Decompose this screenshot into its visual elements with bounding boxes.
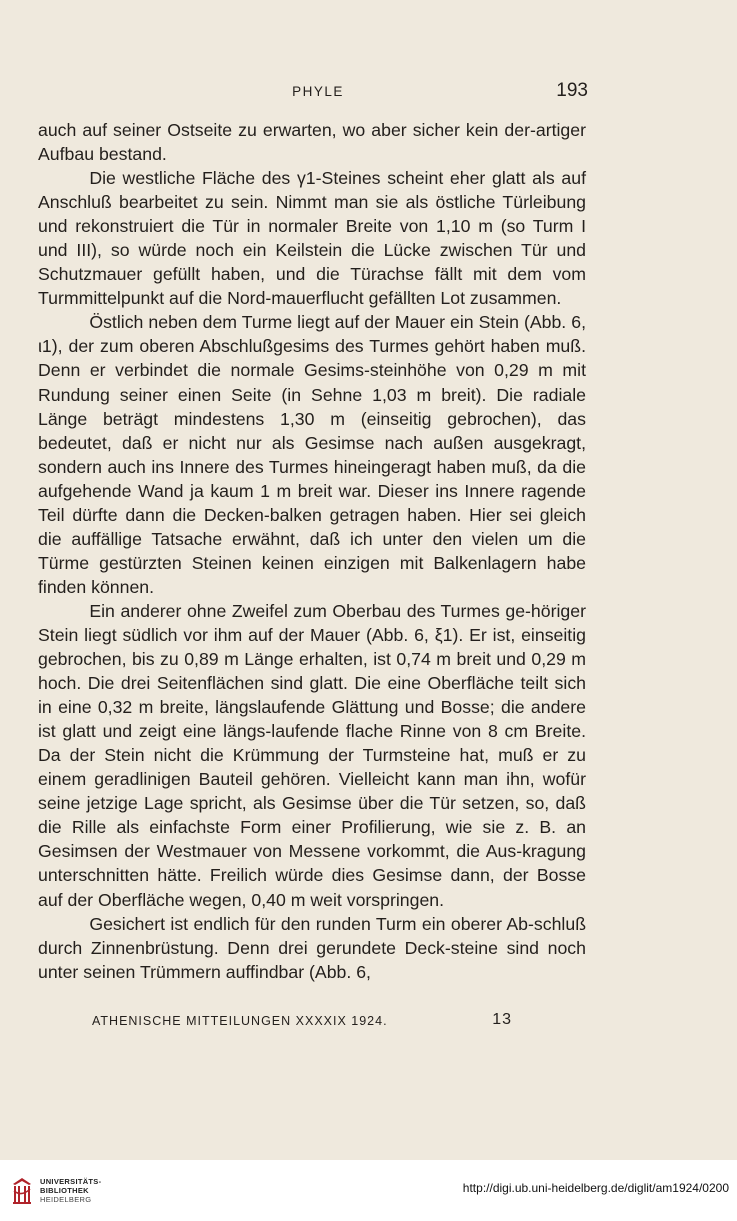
paragraph: Die westliche Fläche des γ1-Steines scheint eher glatt als auf Anschluß bearbeitet zu sein. Nimmt man sie als östliche Türleibung und rekonstruiert die Tür in normaler Breite von 1,10 m (so Turm I und III), so würde noch ein Keilstein die Lücke zwischen Tür und Schutzmauer gefüllt haben, und die Türachse fällt mit dem vom Turmmittelpunkt auf die Nord-mauerflucht gefällten Lot zusammen. [38,168,586,309]
university-library-logo-icon [10,1175,34,1207]
paragraph: Östlich neben dem Turme liegt auf der Mauer ein Stein (Abb. 6, ι1), der zum oberen Abschlußgesims des Turmes gehört haben muß. Denn er verbindet die normale Gesims-steinhöhe von 0,29 m mit Rundung seiner einen Seite (in Sehne 1,03 m breit). Die radiale Länge beträgt mindestens 1,30 m (einseitig gebrochen), das bedeutet, daß er nicht nur als Gesimse nach außen ausgekragt, sondern auch ins Innere des Turmes hineingeragt haben muß, da die aufgehende Wand ja kaum 1 m breit war. Dieser ins Innere ragende Teil dürfte dann die Decken-balken getragen haben. Hier sei gleich die auffällige Tatsache erwähnt, daß ich unter den vielen um die Türme gestürzten Steinen keinen einzigen mit Balkenlagern habe finden können. [38,312,586,597]
page-footer [92,1011,512,1031]
signature-mark: 13 [492,1011,512,1028]
paragraph: Gesichert ist endlich für den runden Turm ein oberer Ab-schluß durch Zinnenbrüstung. Denn drei gerundete Deck-steine sind noch unter seinen Trümmern auffindbar (Abb. 6, [38,913,586,982]
journal-title: ATHENISCHE MITTEILUNGEN XXXXIX 1924. [92,1014,388,1028]
body-text [38,118,586,984]
page-number: 193 [556,80,588,101]
library-name-line: HEIDELBERG [40,1195,92,1204]
paragraph: Ein anderer ohne Zweifel zum Oberbau des Turmes ge-höriger Stein liegt südlich vor ihm auf der Mauer (Abb. 6, ξ1). Er ist, einseitig gebrochen, bis zu 0,89 m Länge erhalten, ist 0,74 m breit und 0,29 m hoch. Die drei Seitenflächen sind glatt. Die eine Oberfläche teilt sich in eine 0,32 m breite, längslaufende Glättung und Bosse; die andere ist glatt und zeigt eine längs-laufende flache Rinne von 8 cm Breite. Da der Stein nicht die Krümmung der Turmsteine hat, muß er zu einem geradlinigen Bauteil gehören. Vielleicht kann man ihn, wofür seine jetzige Lage spricht, als Gesimse über die Tür setzen, so, daß die Rille als einfachste Form einer Profilierung, wie sie z. B. an Gesimsen der Westmauer von Messene vorkommt, die Aus-kragung unterschnitten hätte. Freilich würde dies Gesimse dann, der Bosse auf der Oberfläche wegen, 0,40 m weit vorspringen. [38,600,586,910]
viewer-footer [0,1160,737,1221]
source-url-link[interactable]: http://digi.ub.uni-heidelberg.de/diglit/am1924/0200 [462,1181,729,1195]
page-header [48,80,588,104]
paragraph: auch auf seiner Ostseite zu erwarten, wo aber sicher kein der-artiger Aufbau bestand. [38,120,586,165]
library-name-line: BIBLIOTHEK [40,1186,89,1195]
running-head: PHYLE [292,84,344,99]
library-name-line: UNIVERSITÄTS- [40,1177,102,1186]
library-name[interactable] [40,1177,101,1204]
